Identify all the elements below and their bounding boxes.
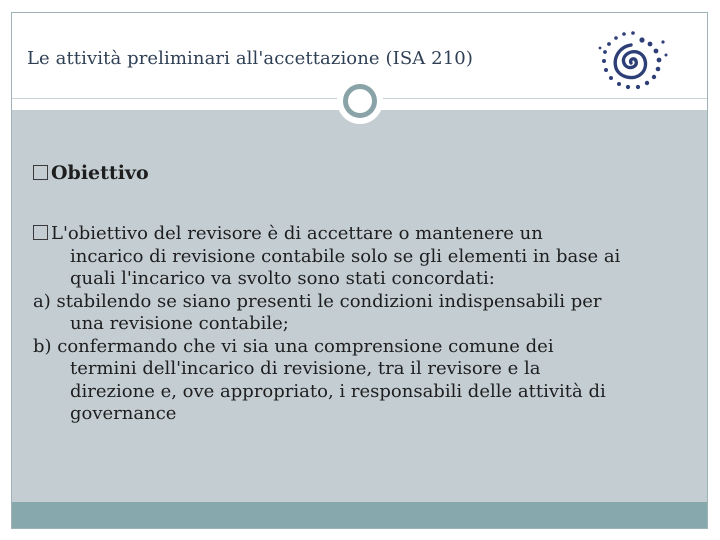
footer-bar	[12, 502, 707, 528]
item-b-line-2: termini dell'incarico di revisione, tra il revisore e la	[70, 358, 541, 379]
slide-ring-ornament	[337, 78, 383, 124]
slide-title: Le attività preliminari all'accettazione (ISA 210)	[27, 48, 473, 69]
item-b-line-1: b) confermando che vi sia una comprensione comune dei	[33, 335, 554, 357]
item-b-line-3: direzione e, ove appropriato, i responsabili delle attività di	[70, 380, 606, 402]
item-a-line-1: a) stabilendo se siano presenti le condizioni indispensabili per	[33, 290, 602, 312]
intro-line-3: quali l'incarico va svolto sono stati concordati:	[70, 268, 495, 289]
intro-line-2: incarico di revisione contabile solo se gli elementi in base ai	[70, 245, 621, 267]
body-text	[33, 223, 693, 426]
section-heading	[33, 162, 149, 184]
spiral-logo-icon	[592, 28, 670, 94]
ring-inner	[343, 84, 377, 118]
intro-line-1	[33, 223, 693, 246]
intro-paragraph	[33, 223, 693, 291]
square-bullet-icon	[33, 225, 48, 240]
intro-line-1-text: L'obiettivo del revisore è di accettare o mantenere un	[51, 223, 543, 244]
heading-text: Obiettivo	[51, 162, 149, 184]
item-a	[33, 291, 693, 336]
square-bullet-icon	[33, 165, 48, 180]
item-b	[33, 336, 693, 426]
item-a-line-2: una revisione contabile;	[70, 313, 289, 334]
item-b-line-4: governance	[70, 403, 177, 424]
